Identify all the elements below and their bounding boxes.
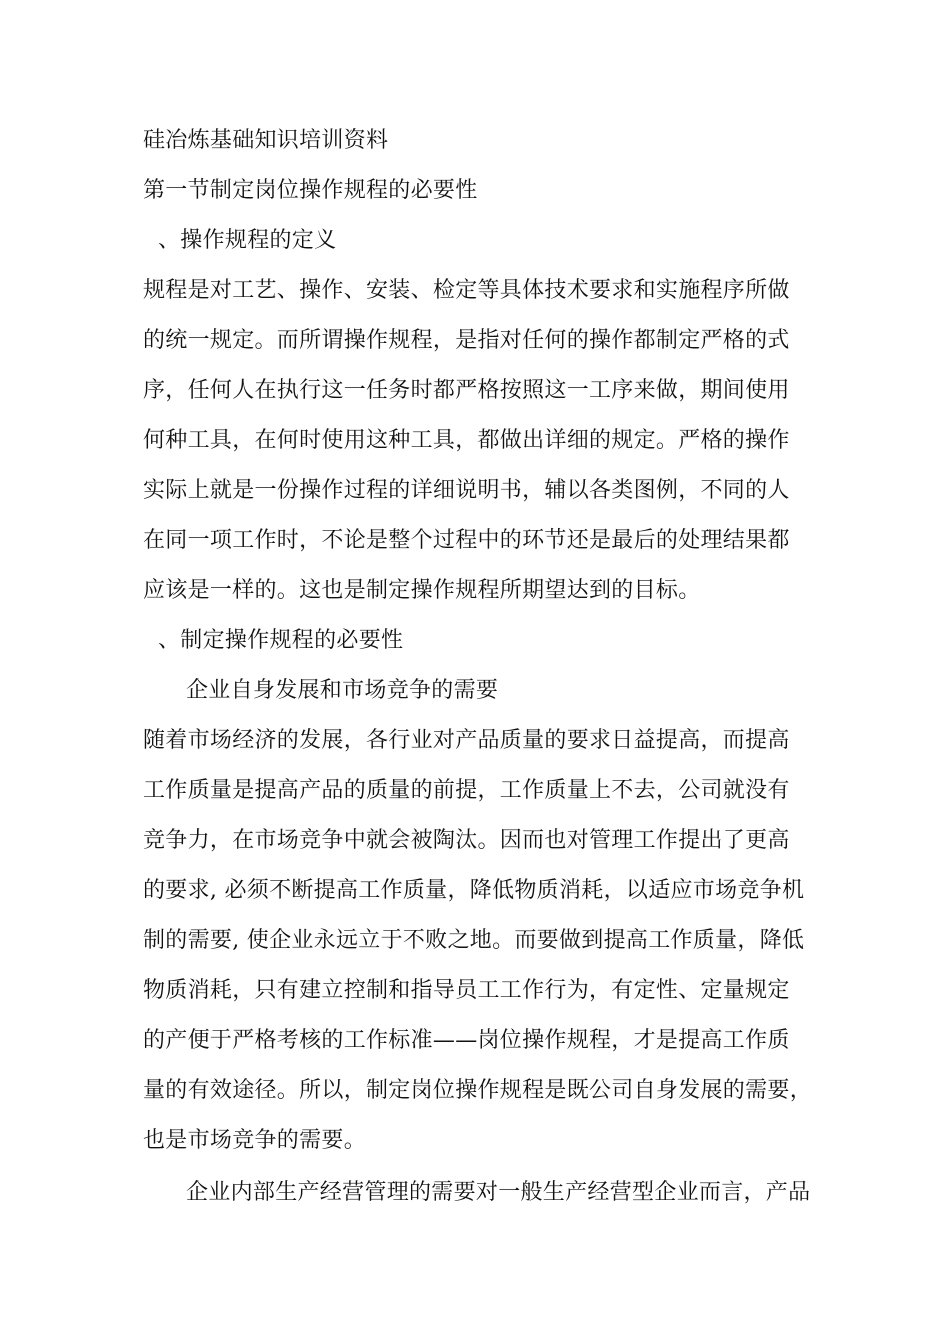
paragraph-line: 何种工具，在何时使用这种工具，都做出详细的规定。严格的操作 bbox=[143, 428, 790, 453]
paragraph-line: 序，任何人在执行这一任务时都严格按照这一工序来做，期间使用 bbox=[143, 378, 790, 403]
point-heading: 企业自身发展和市场竞争的需要 bbox=[186, 678, 499, 703]
paragraph-line: 物质消耗，只有建立控制和指导员工工作行为，有定性、定量规定 bbox=[143, 978, 790, 1003]
paragraph-line: 规程是对工艺、操作、安装、检定等具体技术要求和实施程序所做 bbox=[143, 278, 790, 303]
paragraph-line: 量的有效途径。所以，制定岗位操作规程是既公司自身发展的需要， bbox=[143, 1078, 813, 1103]
paragraph-line: 的产便于严格考核的工作标准——岗位操作规程，才是提高工作质 bbox=[143, 1028, 790, 1053]
paragraph-line: 实际上就是一份操作过程的详细说明书，辅以各类图例，不同的人 bbox=[143, 478, 790, 503]
subsection-heading-definition: 、操作规程的定义 bbox=[158, 228, 337, 253]
paragraph-line: 竞争力，在市场竞争中就会被陶汰。因而也对管理工作提出了更高 bbox=[143, 828, 790, 853]
subsection-heading-necessity: 、制定操作规程的必要性 bbox=[158, 628, 404, 653]
paragraph-line: 也是市场竞争的需要。 bbox=[143, 1128, 367, 1153]
paragraph-line: 在同一项工作时，不论是整个过程中的环节还是最后的处理结果都 bbox=[143, 528, 790, 553]
paragraph-line: 应该是一样的。这也是制定操作规程所期望达到的目标。 bbox=[143, 578, 701, 603]
section-heading: 第一节制定岗位操作规程的必要性 bbox=[143, 178, 478, 203]
paragraph-line: 的统一规定。而所谓操作规程，是指对任何的操作都制定严格的式 bbox=[143, 328, 790, 353]
paragraph-line: 制的需要, 使企业永远立于不败之地。而要做到提高工作质量，降低 bbox=[143, 928, 805, 953]
paragraph-line: 随着市场经济的发展，各行业对产品质量的要求日益提高，而提高 bbox=[143, 728, 790, 753]
paragraph-line: 工作质量是提高产品的质量的前提，工作质量上不去，公司就没有 bbox=[143, 778, 790, 803]
paragraph-line: 的要求, 必须不断提高工作质量，降低物质消耗，以适应市场竞争机 bbox=[143, 878, 805, 903]
paragraph-start: 企业内部生产经营管理的需要对一般生产经营型企业而言，产品 bbox=[186, 1180, 811, 1205]
document-title: 硅冶炼基础知识培训资料 bbox=[143, 128, 389, 153]
